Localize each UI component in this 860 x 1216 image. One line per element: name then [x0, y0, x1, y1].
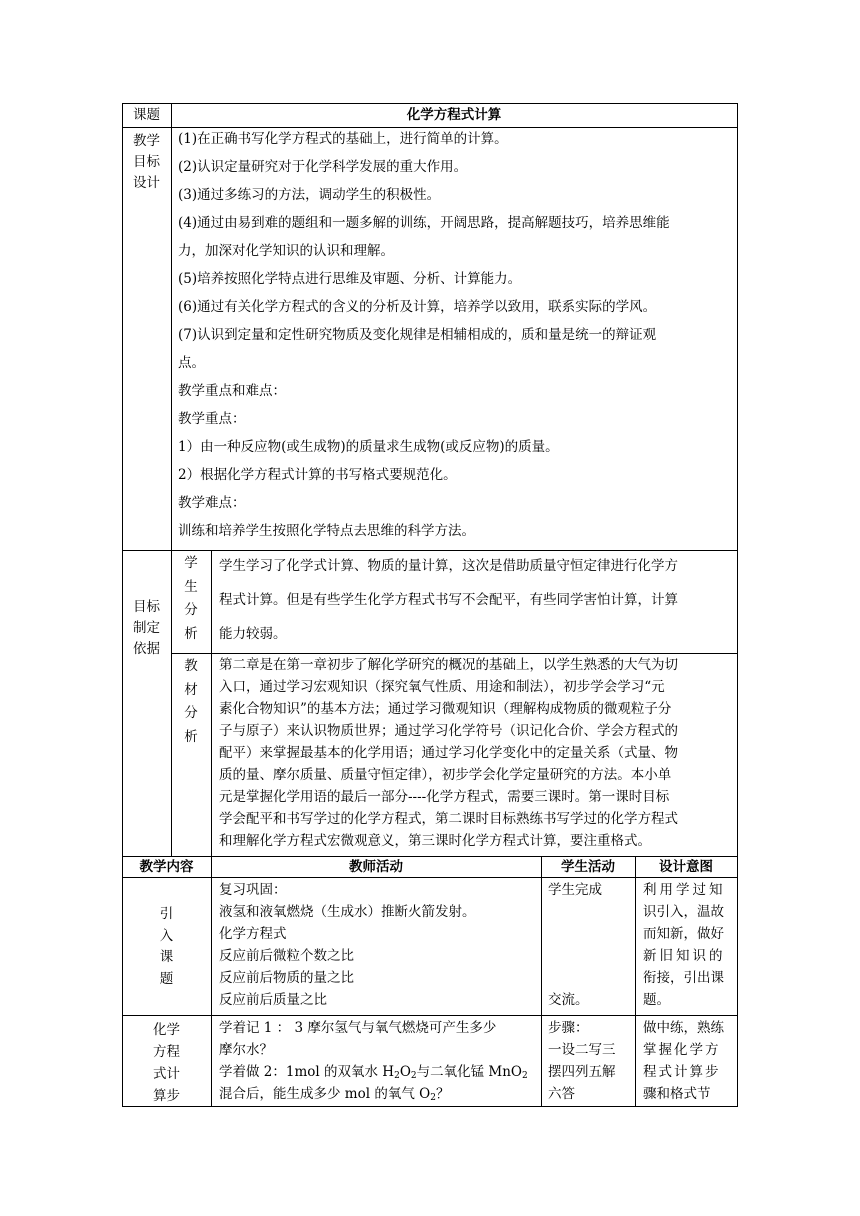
objective-line: (7)认识到定量和定性研究物质及变化规律是相辅相成的，质和量是统一的辩证观	[178, 327, 657, 343]
col-header-teacher: 教师活动	[349, 859, 403, 875]
intro-student-activity: 学生完成	[548, 882, 602, 898]
objective-line: (5)培养按照化学特点进行思维及审题、分析、计算能力。	[178, 271, 522, 287]
rule-after-process-header	[122, 877, 738, 878]
key-point-line: 1）由一种反应物(或生成物)的质量求生成物(或反应物)的质量。	[178, 439, 559, 455]
difficulty-subheading: 教学难点：	[178, 495, 246, 511]
col-header-content: 教学内容	[139, 859, 194, 875]
rule-bottom	[122, 1106, 738, 1107]
rule-between-analyses	[171, 653, 738, 654]
material-analysis-label: 教 材 分 析	[184, 658, 198, 745]
key-points-heading: 教学重点和难点：	[178, 383, 286, 399]
rule-teacher-col	[541, 856, 542, 1107]
objective-line: (2)认识定量研究对于化学科学发展的重大作用。	[178, 159, 468, 175]
rule-right	[737, 103, 738, 1107]
exercise-1-line: 摩尔水？	[219, 1042, 273, 1058]
col-header-intent: 设计意图	[659, 859, 713, 875]
topic-title: 化学方程式计算	[406, 107, 502, 123]
intro-student-exchange: 交流。	[548, 992, 589, 1008]
objectives-label: 教学 目标 设计	[133, 133, 160, 191]
objective-line: 点。	[178, 355, 205, 371]
student-analysis-label: 学 生 分 析	[184, 555, 198, 642]
key-point-line: 2）根据化学方程式计算的书写格式要规范化。	[178, 467, 457, 483]
objective-line: (3)通过多练习的方法，调动学生的积极性。	[178, 187, 441, 203]
rule-after-objectives	[122, 550, 738, 551]
exercise-2-line: 学着做 2：1mol 的双氧水 $H_2O_2$与二氧化锰 MnO$_2$	[219, 1064, 528, 1081]
objective-line: (4)通过由易到难的题组和一题多解的训练，开阔思路，提高解题技巧，培养思维能	[178, 215, 670, 231]
rule-student-col	[635, 856, 636, 1107]
rule-top	[122, 103, 738, 104]
rule-sublabel-col	[211, 550, 212, 857]
rule-after-header	[122, 127, 738, 128]
topic-label: 课题	[133, 107, 160, 123]
rule-after-intro	[122, 1015, 738, 1016]
rule-content-col	[211, 856, 212, 1107]
objective-line: (1)在正确书写化学方程式的基础上，进行简单的计算。	[178, 131, 508, 147]
intro-content-label: 引 入 课 题	[159, 906, 174, 987]
exercise-2-line: 混合后，能生成多少 mol 的氧气 $O_2$？	[219, 1086, 450, 1103]
difficulty-line: 训练和培养学生按照化学特点去思维的科学方法。	[178, 523, 475, 539]
steps-content-label: 化学 方程 式计 算步	[153, 1022, 180, 1104]
exercise-1-line: 学着记 1 ： 3 摩尔氢气与氧气燃烧可产生多少	[219, 1020, 497, 1036]
key-points-subheading: 教学重点：	[178, 411, 246, 427]
basis-label: 目标 制定 依据	[133, 599, 160, 657]
objective-line: (6)通过有关化学方程式的含义的分析及计算，培养学以致用，联系实际的学风。	[178, 299, 657, 315]
objective-line: 力，加深对化学知识的认识和理解。	[178, 243, 394, 259]
col-header-student: 学生活动	[561, 859, 615, 875]
rule-before-process	[122, 856, 738, 857]
